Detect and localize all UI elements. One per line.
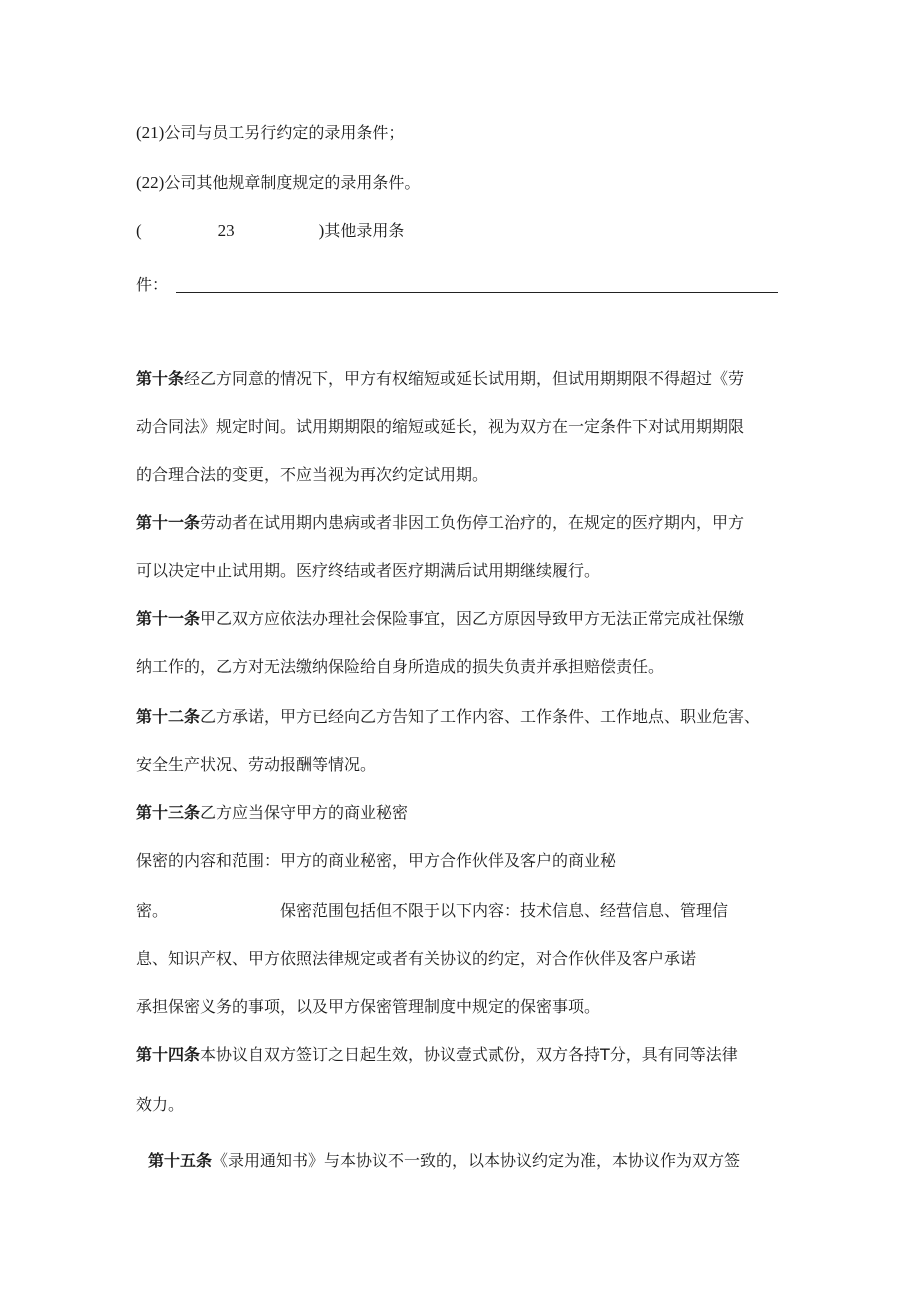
article-13-line-2 bbox=[136, 850, 616, 872]
article-13-line-5 bbox=[136, 996, 600, 1018]
article-14-text-2: 效力。 bbox=[136, 1095, 185, 1114]
item-23-open-paren: ( bbox=[136, 221, 142, 240]
article-10-line-2 bbox=[136, 416, 744, 438]
item-23-number: 23 bbox=[217, 221, 235, 240]
article-11a-line-2 bbox=[136, 560, 600, 582]
article-11a-line-1 bbox=[136, 512, 744, 534]
article-12-title: 第十二条 bbox=[136, 707, 201, 726]
item-23-continuation bbox=[136, 274, 168, 296]
item-23-text: 其他录用条 bbox=[324, 221, 405, 240]
article-13-title: 第十三条 bbox=[136, 803, 201, 822]
item-22-number: (22) bbox=[136, 173, 165, 192]
item-23 bbox=[136, 220, 404, 242]
article-10-text-2: 动合同法》规定时间。试用期期限的缩短或延长，视为双方在一定条件下对试用期期限 bbox=[136, 417, 745, 436]
article-12-text-2: 安全生产状况、劳动报酬等情况。 bbox=[136, 755, 377, 774]
article-12-line-2 bbox=[136, 754, 376, 776]
article-13-text-1: 乙方应当保守甲方的商业秘密 bbox=[200, 803, 409, 822]
article-11b-text-1: 甲乙双方应依法办理社会保险事宜，因乙方原因导致甲方无法正常完成社保缴 bbox=[200, 609, 745, 628]
item-22 bbox=[136, 172, 420, 194]
article-10-line-1 bbox=[136, 368, 744, 390]
article-13-line-3 bbox=[136, 900, 728, 922]
item-22-text: 公司其他规章制度规定的录用条件。 bbox=[164, 173, 421, 192]
article-14-title: 第十四条 bbox=[136, 1045, 201, 1064]
article-10-text-3: 的合理合法的变更，不应当视为再次约定试用期。 bbox=[136, 465, 489, 484]
article-14-line-1 bbox=[136, 1044, 738, 1066]
article-13-text-3a: 密。 bbox=[136, 901, 169, 920]
article-11b-text-2: 纳工作的，乙方对无法缴纳保险给自身所造成的损失负责并承担赔偿责任。 bbox=[136, 657, 665, 676]
article-10-text-1: 经乙方同意的情况下，甲方有权缩短或延长试用期，但试用期期限不得超过《劳 bbox=[184, 369, 745, 388]
article-13-text-4: 息、知识产权、甲方依照法律规定或者有关协议的约定，对合作伙伴及客户承诺 bbox=[136, 949, 697, 968]
item-21 bbox=[136, 122, 404, 144]
article-13-text-5: 承担保密义务的事项，以及甲方保密管理制度中规定的保密事项。 bbox=[136, 997, 601, 1016]
article-11b-line-2 bbox=[136, 656, 664, 678]
article-15-title: 第十五条 bbox=[148, 1151, 213, 1170]
article-14-text-1: 本协议自双方签订之日起生效，协议壹式贰份，双方各持T分，具有同等法律 bbox=[200, 1045, 738, 1064]
article-11a-title: 第十一条 bbox=[136, 513, 201, 532]
article-12-line-1 bbox=[136, 706, 760, 728]
article-15-line-1 bbox=[148, 1150, 740, 1172]
article-11b-title: 第十一条 bbox=[136, 609, 201, 628]
article-11a-text-1: 劳动者在试用期内患病或者非因工负伤停工治疗的，在规定的医疗期内，甲方 bbox=[200, 513, 745, 532]
item-21-text: 公司与员工另行约定的录用条件； bbox=[164, 123, 405, 142]
article-10-line-3 bbox=[136, 464, 488, 486]
item-23-close-paren: ) bbox=[318, 221, 325, 240]
blank-fill-line bbox=[176, 292, 778, 293]
article-13-line-1 bbox=[136, 802, 408, 824]
article-12-text-1: 乙方承诺，甲方已经向乙方告知了工作内容、工作条件、工作地点、职业危害、 bbox=[200, 707, 761, 726]
article-11b-line-1 bbox=[136, 608, 744, 630]
article-10-title: 第十条 bbox=[136, 369, 185, 388]
item-21-number: (21) bbox=[136, 123, 165, 142]
article-13-line-4 bbox=[136, 948, 696, 970]
article-13-text-2: 保密的内容和范围：甲方的商业秘密，甲方合作伙伴及客户的商业秘 bbox=[136, 851, 617, 870]
item-23-cont-text: 件： bbox=[136, 275, 169, 294]
article-14-line-2 bbox=[136, 1094, 184, 1116]
article-11a-text-2: 可以决定中止试用期。医疗终结或者医疗期满后试用期继续履行。 bbox=[136, 561, 601, 580]
article-13-text-3b: 保密范围包括但不限于以下内容：技术信息、经营信息、管理信 bbox=[280, 901, 729, 920]
article-15-text-1: 《录用通知书》与本协议不一致的，以本协议约定为准，本协议作为双方签 bbox=[212, 1151, 741, 1170]
